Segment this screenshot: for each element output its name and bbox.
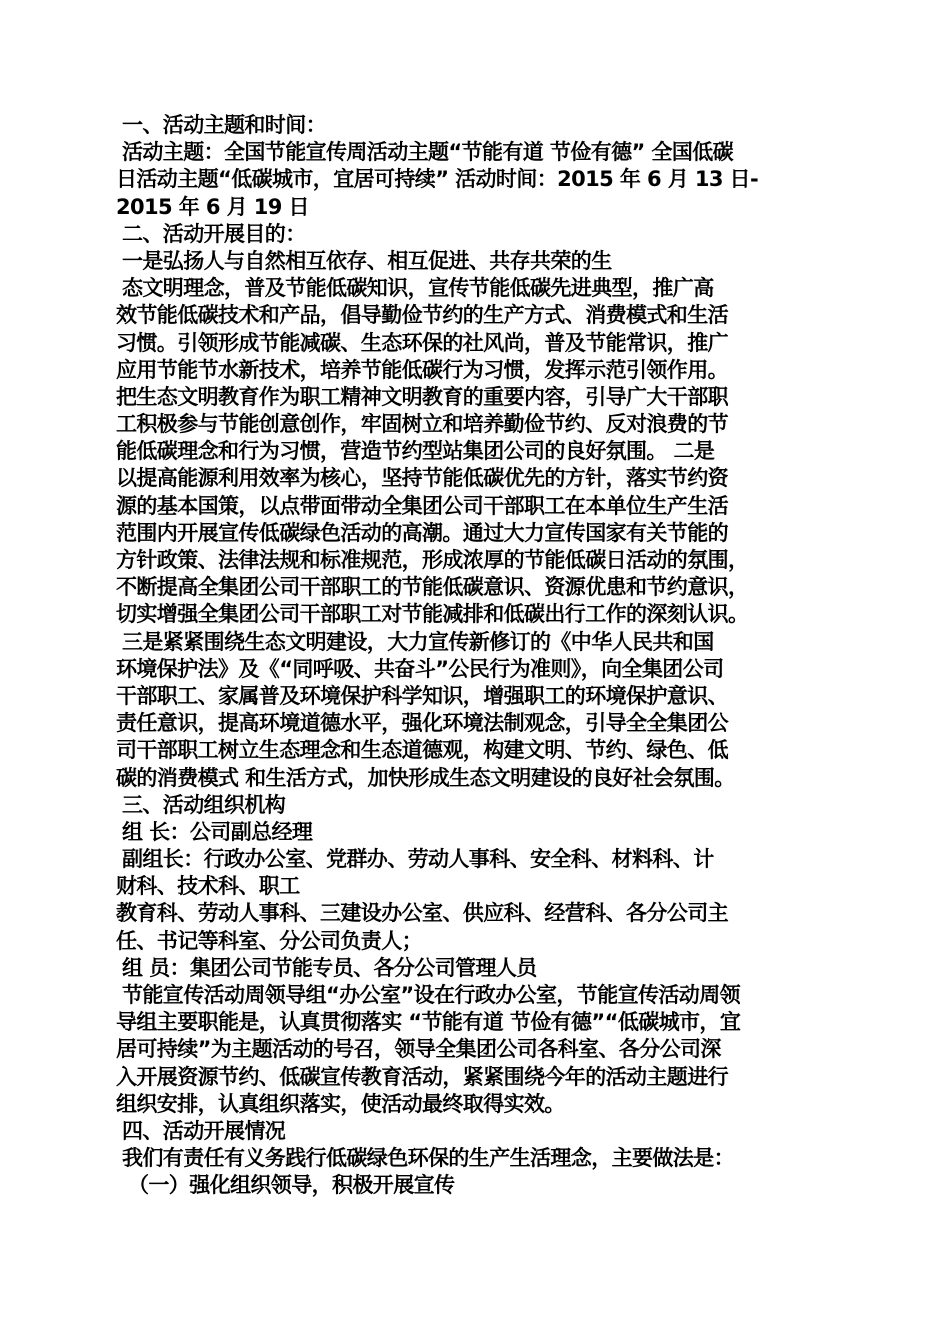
- document-body: [116, 112, 836, 1200]
- paragraph-line: 切实增强全集团公司干部职工对节能减排和低碳出行工作的深刻认识。: [116, 602, 749, 627]
- paragraph-line: 节能宣传活动周领导组“办公室”设在行政办公室，节能宣传活动周领: [122, 983, 741, 1007]
- paragraph-line: 不断提高全集团公司干部职工的节能低碳意识、资源优患和节约意识，: [116, 575, 749, 600]
- paragraph-line: 2015 年 6 月 19 日: [116, 194, 309, 219]
- paragraph-line: 任、书记等科室、分公司负责人；: [116, 928, 422, 953]
- paragraph-line: 应用节能节水新技术，培养节能低碳行为习惯，发挥示范引领作用。: [116, 357, 728, 382]
- subsection-heading: （一）强化组织领导，积极开展宣传: [128, 1173, 455, 1198]
- section-heading-1: 一、活动主题和时间：: [122, 113, 326, 137]
- paragraph-line: 副组长：行政办公室、党群办、劳动人事科、安全科、材料科、计: [122, 847, 714, 872]
- paragraph-line: 责任意识，提高环境道德水平，强化环境法制观念，引导全全集团公: [116, 711, 728, 736]
- paragraph-line: 活动主题：全国节能宣传周活动主题“节能有道 节俭有德” 全国低碳: [122, 140, 734, 165]
- paragraph-line: 干部职工、家属普及环境保护科学知识，增强职工的环境保护意识、: [116, 683, 728, 708]
- paragraph-line: 源的基本国策，以点带面带动全集团公司干部职工在本单位生产生活: [116, 493, 728, 518]
- section-heading-4: 四、活动开展情况: [122, 1118, 286, 1143]
- paragraph-line: 三是紧紧围绕生态文明建设，大力宣传新修订的《中华人民共和国: [122, 629, 714, 654]
- paragraph-line: 方针政策、法律法规和标准规范，形成浓厚的节能低碳日活动的氛围，: [116, 548, 749, 572]
- section-heading-3: 三、活动组织机构: [122, 792, 286, 817]
- paragraph-line: 范围内开展宣传低碳绿色活动的高潮。通过大力宣传国家有关节能的: [116, 520, 728, 545]
- paragraph-line: 效节能低碳技术和产品，倡导勤俭节约的生产方式、消费模式和生活: [116, 303, 728, 328]
- section-heading-2: 二、活动开展目的：: [122, 221, 306, 246]
- paragraph-line: 把生态文明教育作为职工精神文明教育的重要内容，引导广大干部职: [116, 384, 728, 409]
- paragraph-line: 以提高能源利用效率为核心，坚持节能低碳优先的方针，落实节约资: [116, 466, 728, 491]
- paragraph-line: 组织安排，认真组织落实，使活动最终取得实效。: [116, 1091, 565, 1116]
- paragraph-line: 日活动主题“低碳城市，宜居可持续” 活动时间：2015 年 6 月 13 日-: [116, 167, 759, 192]
- paragraph-line: 教育科、劳动人事科、三建设办公室、供应科、经营科、各分公司主: [116, 901, 728, 926]
- paragraph-line: 环境保护法》及《“同呼吸、共奋斗”公民行为准则》，向全集团公司: [116, 656, 724, 681]
- paragraph-line: 财科、技术科、职工: [116, 874, 300, 899]
- paragraph-line: 习惯。引领形成节能减碳、生态环保的社风尚，普及节能常识，推广: [116, 330, 728, 355]
- paragraph-line: 组 长：公司副总经理: [122, 819, 313, 844]
- paragraph-line: 入开展资源节约、低碳宣传教育活动，紧紧围绕今年的活动主题进行: [116, 1064, 728, 1089]
- paragraph-line: 司干部职工树立生态理念和生态道德观，构建文明、节约、绿色、低: [116, 738, 728, 763]
- paragraph-line: 一是弘扬人与自然相互依存、相互促进、共存共荣的生: [122, 248, 612, 273]
- paragraph-line: 我们有责任有义务践行低碳绿色环保的生产生活理念，主要做法是：: [122, 1146, 734, 1171]
- paragraph-line: 导组主要职能是，认真贯彻落实 “节能有道 节俭有德”“低碳城市，宜: [116, 1010, 741, 1035]
- paragraph-line: 能低碳理念和行为习惯，营造节约型站集团公司的良好氛围。 二是: [116, 439, 715, 464]
- paragraph-line: 组 员：集团公司节能专员、各分公司管理人员: [122, 955, 537, 980]
- paragraph-line: 碳的消费模式 和生活方式，加快形成生态文明建设的良好社会氛围。: [116, 765, 735, 790]
- paragraph-line: 工积极参与节能创意创作，牢固树立和培养勤俭节约、反对浪费的节: [116, 412, 728, 437]
- paragraph-line: 居可持续”为主题活动的号召，领导全集团公司各科室、各分公司深: [116, 1037, 721, 1062]
- paragraph-line: 态文明理念，普及节能低碳知识，宣传节能低碳先进典型，推广高: [122, 276, 714, 301]
